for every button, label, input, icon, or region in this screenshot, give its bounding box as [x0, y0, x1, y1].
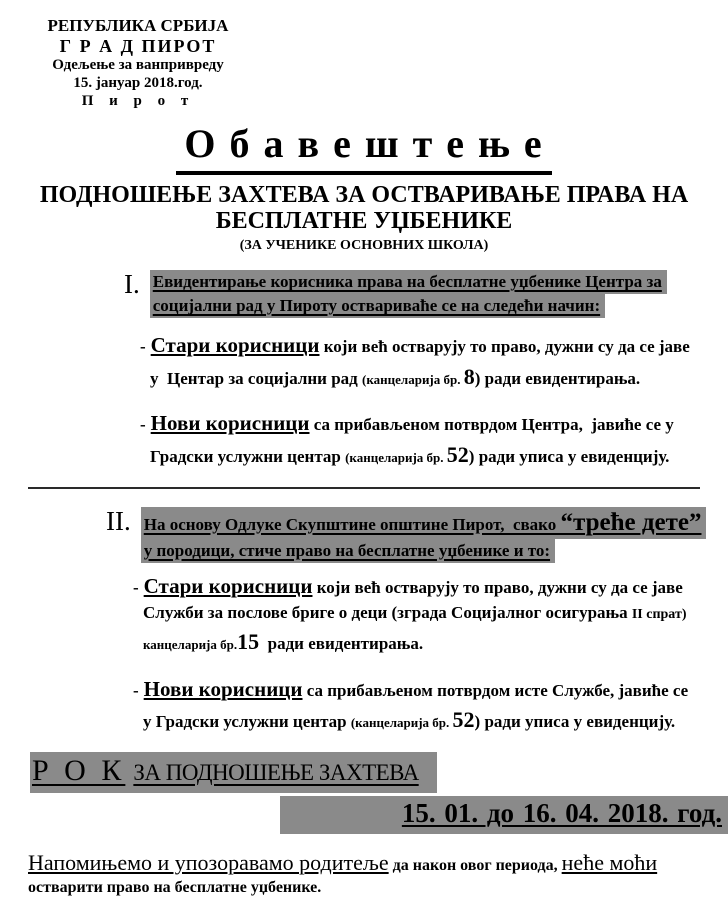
bullet-line [143, 704, 728, 736]
bullet-text: ) ради евидентирања. [474, 368, 641, 388]
bullet-text: Градски услужни центар [150, 446, 346, 466]
section-1 [124, 270, 728, 318]
subtitle [0, 183, 728, 235]
deadline-highlight [30, 752, 437, 793]
letterhead-country: РЕПУБЛИКА СРБИЈА [47, 16, 229, 35]
section-1-heading-line-1 [150, 270, 667, 294]
section-2-heading-line-1 [141, 507, 707, 539]
bullet-new-users-1 [140, 408, 728, 470]
bullet-dash: - [133, 577, 139, 597]
bullet-old-users-2 [133, 571, 728, 658]
warning-line-1 [28, 850, 728, 875]
office-number: 15 [237, 628, 260, 654]
bullet-old-users-1 [140, 330, 728, 392]
section-1-heading [150, 270, 667, 318]
bullet-text: у Градски услужни центар [143, 712, 351, 732]
bullet-line [143, 601, 728, 626]
bullet-text: са прибављеном потврдом исте Службе, јавиће се [302, 680, 689, 700]
bullet-text: који већ остварују то право, дужни су да се јаве [319, 337, 690, 357]
letterhead [20, 16, 256, 110]
office-note: канцеларија бр. [143, 636, 238, 652]
letterhead-date: 15. јануар 2018.год. [73, 74, 203, 91]
deadline-heading [30, 752, 728, 793]
bullet-line [140, 408, 728, 438]
bullet-lead: Стари корисници [150, 333, 320, 358]
bullet-text: са прибављеном потврдом Центра, јавиће се у [309, 415, 674, 435]
subtitle-line1: ПОДНОШЕЊЕ ЗАХТЕВА ЗА ОСТВАРИВАЊЕ ПРАВА НА [39, 182, 689, 209]
section-2-heading [141, 507, 707, 563]
section-2-numeral: II. [106, 505, 131, 536]
bullet-text: ) ради уписа у евиденцију. [468, 446, 670, 466]
subtitle-line2: БЕСПЛАТНЕ УЏБЕНИКЕ [215, 208, 513, 235]
heading-text: На основу Одлуке Скупштине општине Пирот, свако [143, 514, 561, 534]
warning-text: да након овог периода, [388, 857, 562, 875]
bullet-text: у Центар за социјални рад [150, 368, 363, 388]
bullet-dash: - [140, 337, 146, 357]
letterhead-department: Одељење за ванпривреду [52, 57, 224, 74]
bullet-line [150, 439, 728, 471]
highlighted-text: Евидентирање корисника права на бесплатне уџбенике Центра за [150, 270, 667, 294]
bullet-line [143, 626, 728, 658]
letterhead-place: П и р о т [81, 92, 195, 109]
page-title: О б а в е ш т е њ е [176, 120, 551, 175]
highlighted-text: у породици, стиче право на бесплатне уџбенике и то: [141, 539, 555, 563]
bullet-dash: - [140, 415, 146, 435]
floor-note: II спрат) [631, 607, 687, 623]
subtitle-note: (ЗА УЧЕНИКЕ ОСНОВНИХ ШКОЛА) [239, 238, 489, 254]
section-divider [28, 487, 700, 489]
section-2-heading-line-2 [141, 539, 707, 563]
third-child-phrase: “треће дете” [560, 508, 702, 536]
deadline-date-highlight [280, 796, 728, 834]
office-note: (канцеларија бр. [345, 449, 447, 465]
warning-underlined-1: Напомињемо и упозоравамо родитеље [28, 850, 389, 876]
bullet-line [133, 674, 728, 704]
section-1-bullets [140, 330, 728, 471]
bullet-lead: Нови корисници [143, 676, 303, 701]
office-number: 8 [463, 363, 475, 389]
section-2 [106, 507, 728, 563]
section-1-heading-line-2 [150, 294, 667, 318]
bullet-line [133, 571, 728, 601]
highlighted-text: социјални рад у Пироту оствариваће се на следећи начин: [150, 294, 605, 318]
highlighted-text [141, 507, 707, 539]
deadline-date-range: 15. 01. до 16. 04. 2018. год. [401, 798, 722, 829]
warning-line-2: остварити право на бесплатне уџбенике. [28, 878, 322, 896]
bullet-dash: - [133, 680, 139, 700]
notice-document [0, 16, 728, 897]
section-1-numeral: I. [124, 269, 140, 300]
office-note: (канцеларија бр. [362, 371, 464, 387]
bullet-line [140, 330, 728, 360]
bullet-text: Служби за послове бриге о деци (зграда Социјалног осигурања [143, 603, 632, 623]
letterhead-city: Г Р А Д ПИРОТ [59, 36, 217, 57]
bullet-text: ) ради уписа у евиденцију. [474, 712, 676, 732]
bullet-text: који већ остварују то право, дужни су да се јаве [312, 577, 683, 597]
bullet-text: ради евидентирања. [259, 633, 424, 653]
bullet-lead: Стари корисници [143, 573, 313, 598]
bullet-lead: Нови корисници [150, 411, 310, 436]
title-row [0, 120, 728, 175]
office-note: (канцеларија бр. [350, 715, 453, 731]
deadline-label-rest: ЗА ПОДНОШЕЊЕ ЗАХТЕВА [133, 760, 419, 786]
office-number: 52 [446, 441, 469, 467]
warning-note [28, 850, 728, 896]
bullet-line [150, 361, 728, 393]
deadline-label: Р О К [32, 754, 126, 788]
bullet-new-users-2 [133, 674, 728, 736]
section-2-bullets [133, 571, 728, 736]
warning-underlined-2: неће моћи [561, 850, 658, 876]
office-number: 52 [452, 707, 475, 733]
